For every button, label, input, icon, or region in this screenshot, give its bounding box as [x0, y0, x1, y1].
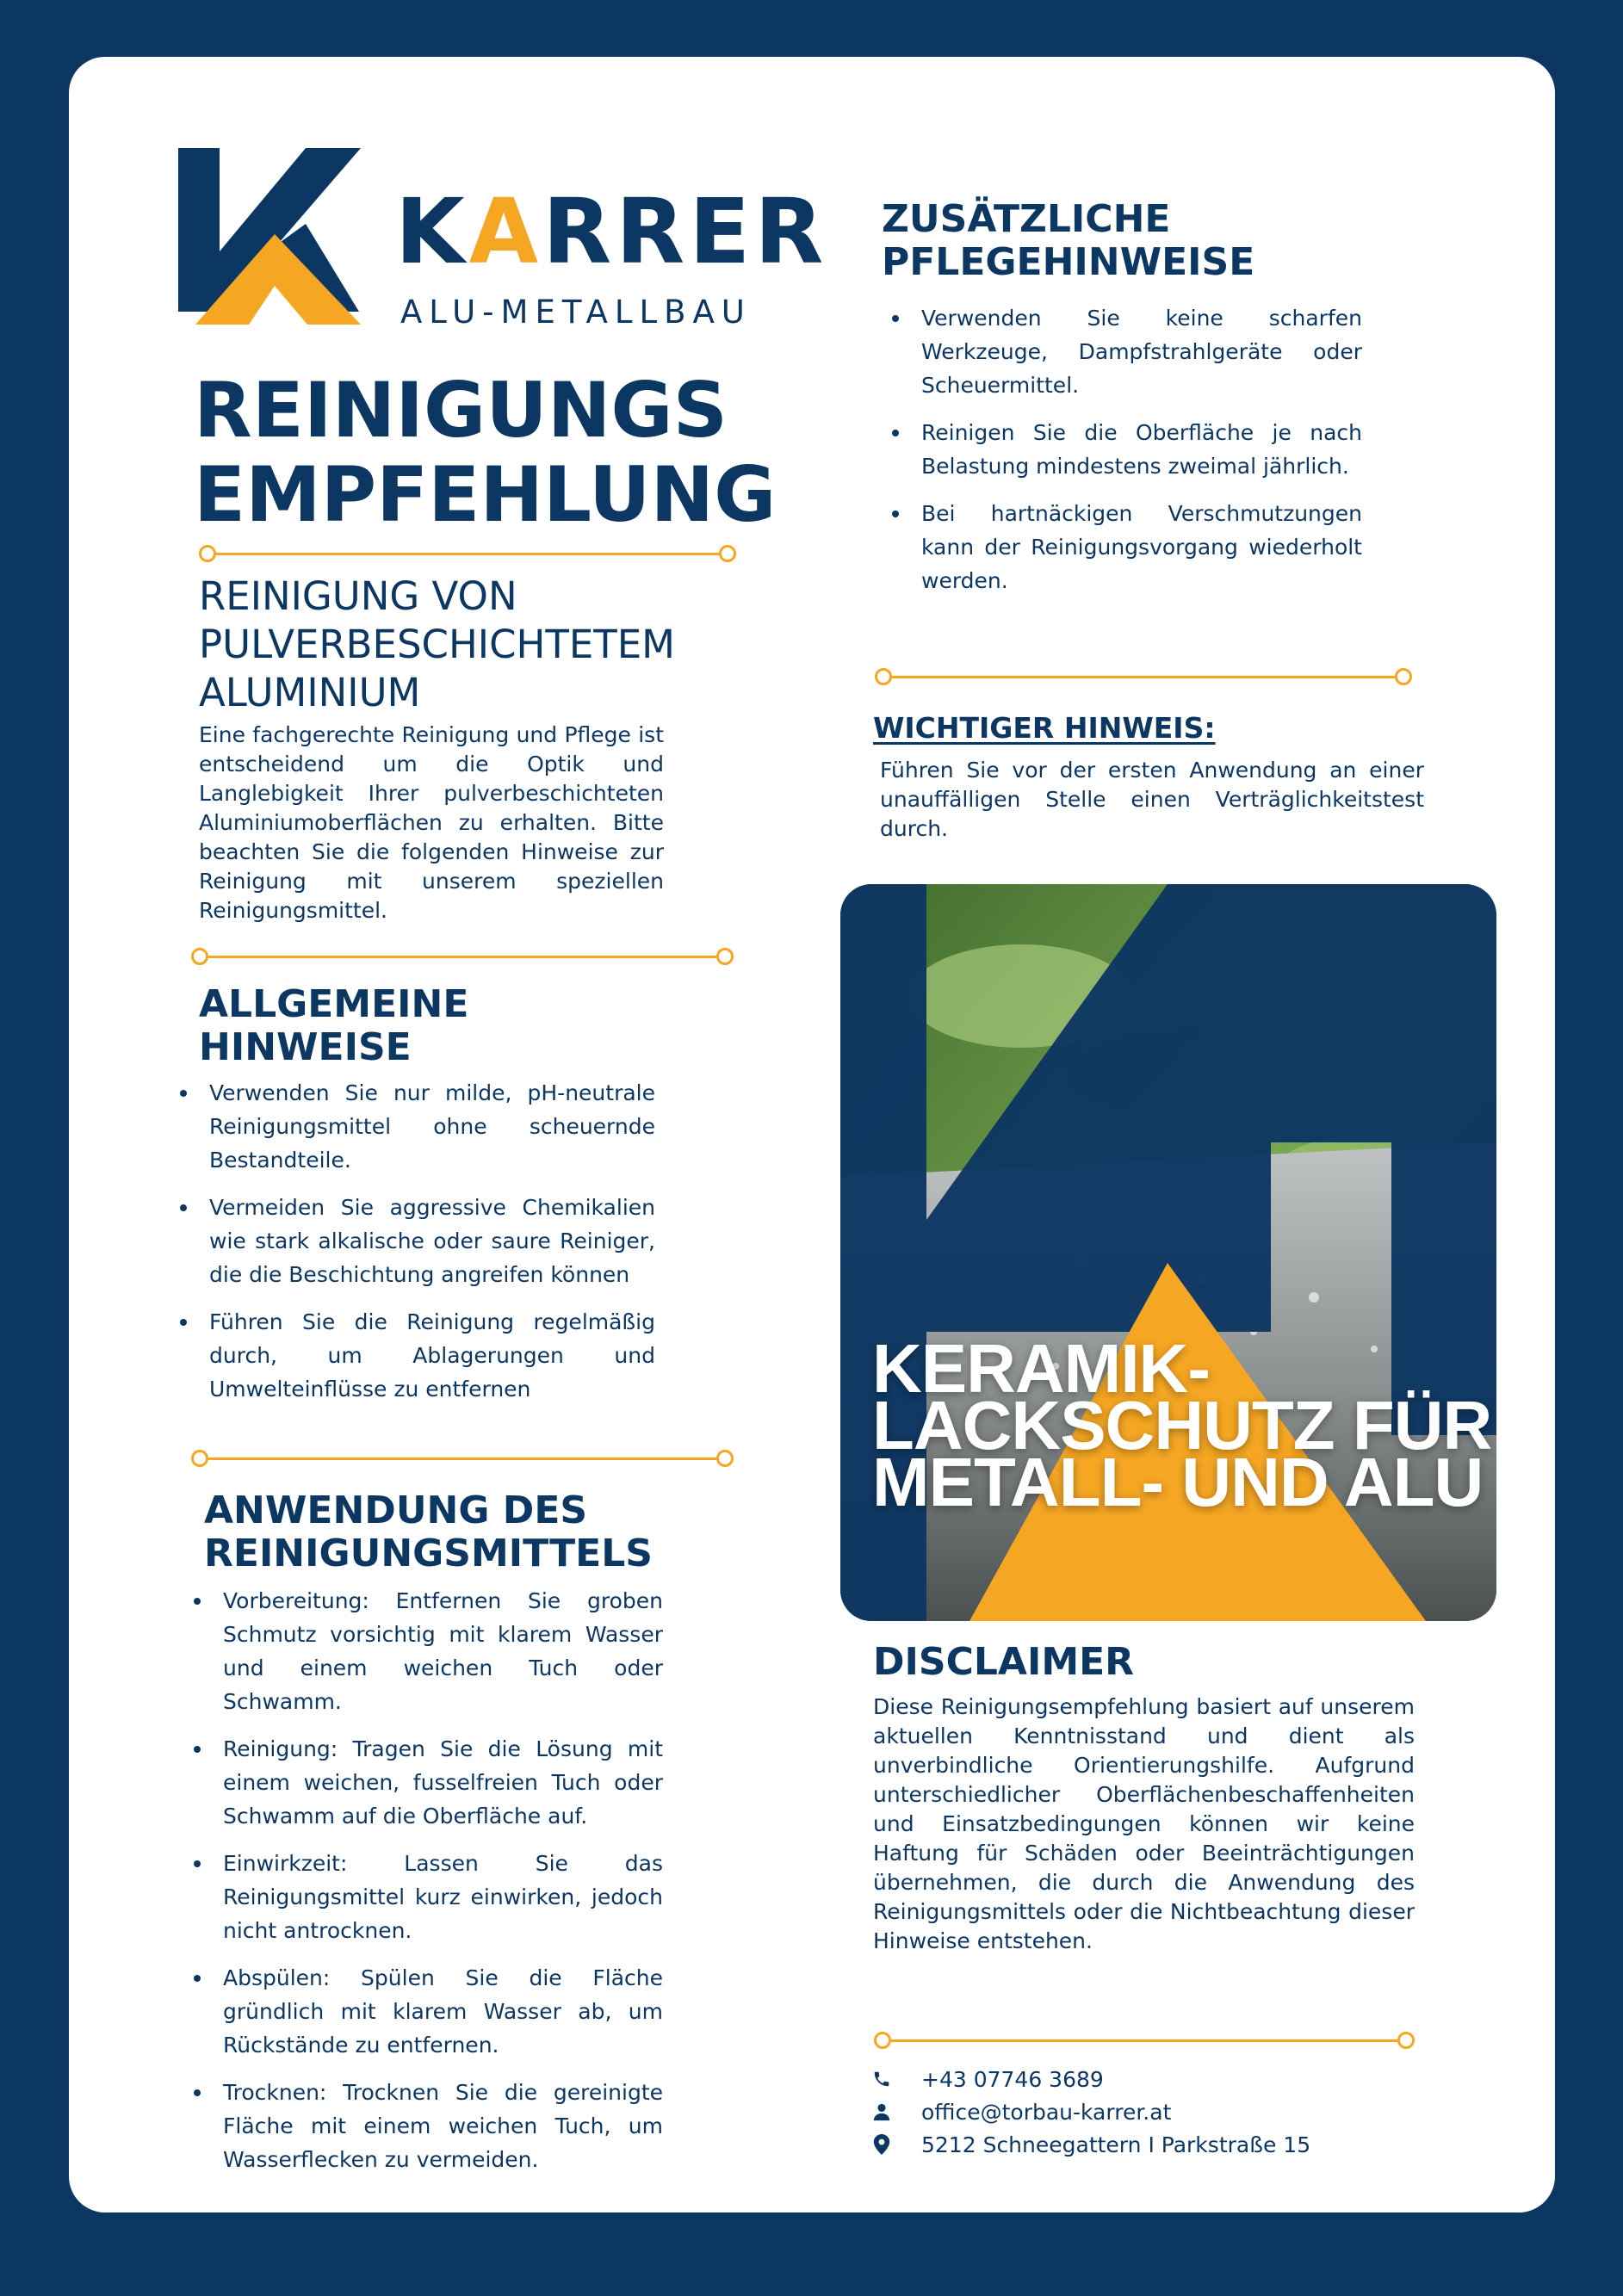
phone-icon [871, 2070, 892, 2089]
contact-address: 5212 Schneegattern I Parkstraße 15 [871, 2128, 1310, 2161]
section-subtitle: REINIGUNG VON PULVERBESCHICHTETEM ALUMINIUM [199, 573, 676, 715]
application-heading: ANWENDUNG DES REINIGUNGSMITTELS [204, 1488, 653, 1575]
general-list [177, 1076, 655, 1420]
promo-image [840, 884, 1496, 1621]
additional-heading: ZUSÄTZLICHE PFLEGEHINWEISE [882, 197, 1255, 284]
list-item: Trocknen: Trocknen Sie die gereinigte Fläche mit einem weichen Tuch, um Wasserflecken zu vermeiden. [190, 2076, 663, 2176]
list-item: Verwenden Sie nur milde, pH-neutrale Reinigungsmittel ohne scheuernde Bestandteile. [177, 1076, 655, 1177]
list-item: Reinigung: Tragen Sie die Lösung mit einem weichen, fusselfreien Tuch oder Schwamm auf die Oberfläche auf. [190, 1732, 663, 1833]
contact-phone[interactable]: +43 07746 3689 [871, 2063, 1310, 2095]
logo-subtitle: ALU-METALLBAU [400, 294, 752, 331]
list-item: Bei hartnäckigen Verschmutzungen kann der Reinigungsvorgang wiederholt werden. [889, 497, 1362, 597]
disclaimer-heading: DISCLAIMER [873, 1640, 1135, 1684]
promo-title: KERAMIK- LACKSCHUTZ FÜR METALL- UND ALU [872, 1330, 1492, 1520]
list-item: Verwenden Sie keine scharfen Werkzeuge, Dampfstrahlgeräte oder Scheuermittel. [889, 301, 1362, 402]
user-icon [871, 2102, 892, 2121]
divider [191, 946, 734, 967]
divider [199, 543, 736, 564]
important-heading: WICHTIGER HINWEIS: [873, 711, 1216, 745]
divider [191, 1448, 734, 1469]
list-item: Vorbereitung: Entfernen Sie groben Schmutz vorsichtig mit klarem Wasser und einem weichen Tuch oder Schwamm. [190, 1584, 663, 1718]
list-item: Vermeiden Sie aggressive Chemikalien wie stark alkalische oder saure Reiniger, die die Beschichtung angreifen können [177, 1191, 655, 1291]
divider [875, 666, 1412, 687]
list-item: Reinigen Sie die Oberfläche je nach Belastung mindestens zweimal jährlich. [889, 416, 1362, 483]
page-title: REINIGUNGS EMPFEHLUNG [194, 366, 777, 539]
contact-block [871, 2063, 1310, 2161]
application-list [190, 1584, 663, 2190]
important-text: Führen Sie vor der ersten Anwendung an einer unauffälligen Stelle einen Verträglichkeitstest durch. [880, 758, 1424, 841]
logo: KARRER ALU-METALLBAU [178, 148, 811, 333]
list-item: Einwirkzeit: Lassen Sie das Reinigungsmittel kurz einwirken, jedoch nicht antrocknen. [190, 1847, 663, 1947]
additional-list [889, 301, 1362, 611]
divider [874, 2030, 1415, 2051]
general-heading: ALLGEMEINE HINWEISE [199, 982, 469, 1069]
list-item: Führen Sie die Reinigung regelmäßig durch, um Ablagerungen und Umwelteinflüsse zu entfernen [177, 1305, 655, 1406]
list-item: Abspülen: Spülen Sie die Fläche gründlich mit klarem Wasser ab, um Rückstände zu entfernen. [190, 1961, 663, 2062]
contact-email[interactable]: office@torbau-karrer.at [871, 2095, 1310, 2128]
location-pin-icon [871, 2134, 892, 2155]
disclaimer-text: Diese Reinigungsempfehlung basiert auf unserem aktuellen Kenntnisstand und dient als unverbindliche Orientierungshilfe. Aufgrund unterschiedlicher Oberflächenbeschaffenheiten und Einsatzbedingungen können wir keine Haftung für Schäden oder Beeinträchtigungen übernehmen, die durch die Anwendung des Reinigungsmittels oder die Nichtbeachtung dieser Hinweise entstehen. [873, 1694, 1415, 1953]
logo-mark-icon [178, 148, 368, 329]
intro-text: Eine fachgerechte Reinigung und Pflege ist entscheidend um die Optik und Langlebigkeit Ihrer pulverbeschichteten Aluminiumoberflächen zu erhalten. Bitte beachten Sie die folgenden Hinweise zur Reinigung mit unserem speziellen Reinigungsmittel. [199, 722, 664, 923]
